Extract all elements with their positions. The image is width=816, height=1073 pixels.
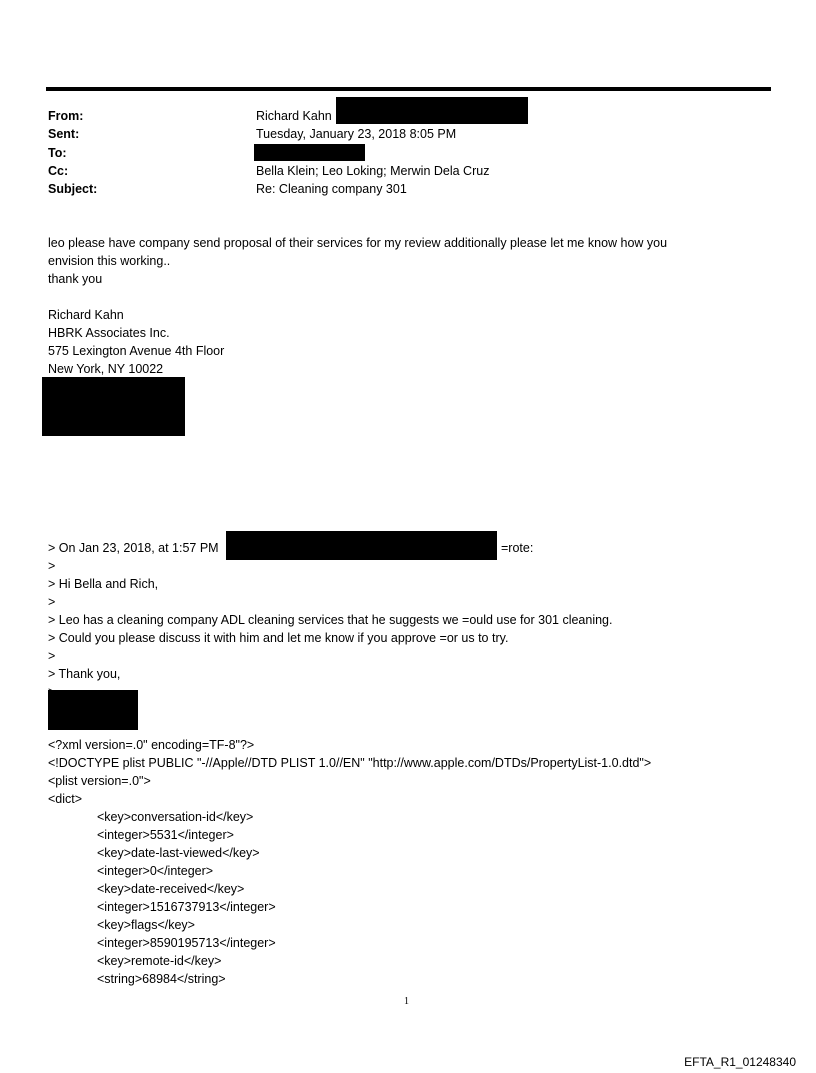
plist-line-2: <!DOCTYPE plist PUBLIC "-//Apple//DTD PLIST 1.0//EN" "http://www.apple.com/DTDs/PropertyList-1.0.dtd"> <box>48 756 652 770</box>
subject-label: Subject: <box>48 182 98 196</box>
plist-entry: <key>conversation-id</key> <box>97 810 254 824</box>
quoted-line-3: > Hi Bella and Rich, <box>48 577 159 591</box>
quoted-line-1-suffix: =rote: <box>501 541 534 555</box>
plist-line-1: <?xml version=.0" encoding=TF-8"?> <box>48 738 255 752</box>
quoted-line-4: > <box>48 595 56 609</box>
plist-entry: <integer>0</integer> <box>97 864 214 878</box>
signature-address-2: New York, NY 10022 <box>48 362 164 376</box>
plist-entry: <integer>5531</integer> <box>97 828 234 842</box>
signature-name: Richard Kahn <box>48 308 124 322</box>
from-label: From: <box>48 109 84 123</box>
plist-entry: <string>68984</string> <box>97 972 226 986</box>
quoted-line-6: > Could you please discuss it with him and let me know if you approve =or us to try. <box>48 631 509 645</box>
body-line-1: leo please have company send proposal of their services for my review additionally please let me know how you <box>48 236 668 250</box>
plist-line-3: <plist version=.0"> <box>48 774 151 788</box>
plist-line-4: <dict> <box>48 792 83 806</box>
from-value: Richard Kahn <box>256 109 332 123</box>
body-line-3: thank you <box>48 272 103 286</box>
body-line-2: envision this working.. <box>48 254 171 268</box>
quoted-line-7: > <box>48 649 56 663</box>
plist-entry: <integer>8590195713</integer> <box>97 936 276 950</box>
plist-entry: <key>date-received</key> <box>97 882 245 896</box>
signature-company: HBRK Associates Inc. <box>48 326 170 340</box>
redaction-signature <box>42 377 185 436</box>
quoted-line-5: > Leo has a cleaning company ADL cleaning services that he suggests we =ould use for 301 cleaning. <box>48 613 613 627</box>
plist-entry: <key>date-last-viewed</key> <box>97 846 260 860</box>
signature-address-1: 575 Lexington Avenue 4th Floor <box>48 344 225 358</box>
quoted-line-8: > Thank you, <box>48 667 121 681</box>
redaction-from-email <box>336 97 528 124</box>
redaction-quoted-signature <box>48 690 138 730</box>
plist-entry: <key>flags</key> <box>97 918 195 932</box>
sent-label: Sent: <box>48 127 80 141</box>
page-number: 1 <box>404 996 409 1007</box>
sent-value: Tuesday, January 23, 2018 8:05 PM <box>256 127 457 141</box>
redaction-quoted-sender <box>226 531 497 560</box>
plist-entry: <key>remote-id</key> <box>97 954 222 968</box>
cc-value: Bella Klein; Leo Loking; Merwin Dela Cruz <box>256 164 490 178</box>
header-rule <box>46 87 771 91</box>
redaction-to <box>254 144 365 161</box>
cc-label: Cc: <box>48 164 69 178</box>
document-id: EFTA_R1_01248340 <box>684 1055 796 1069</box>
quoted-line-1-prefix: > On Jan 23, 2018, at 1:57 PM <box>48 541 219 555</box>
to-label: To: <box>48 146 67 160</box>
plist-entry: <integer>1516737913</integer> <box>97 900 276 914</box>
quoted-line-2: > <box>48 559 56 573</box>
subject-value: Re: Cleaning company 301 <box>256 182 407 196</box>
